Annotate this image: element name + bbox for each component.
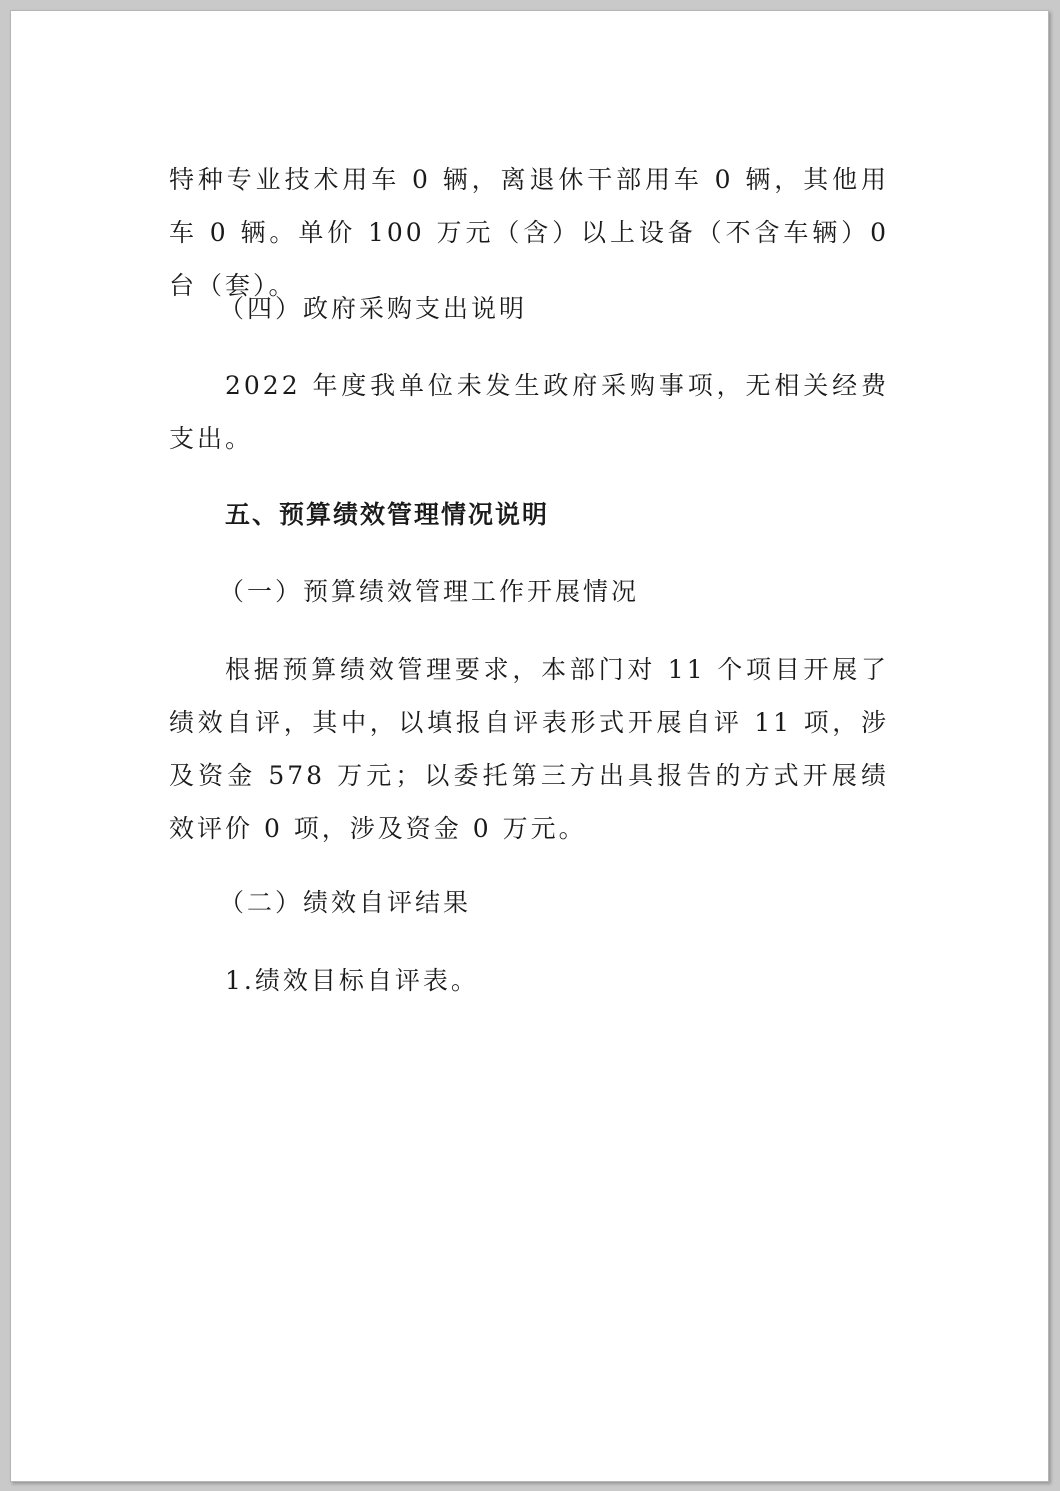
paragraph-vehicles-equipment: 特种专业技术用车 0 辆，离退休干部用车 0 辆，其他用车 0 辆。单价 100 万元（含）以上设备（不含车辆）0 台（套）。 bbox=[169, 165, 900, 300]
paragraph-self-evaluation: 根据预算绩效管理要求，本部门对 11 个项目开展了绩效自评，其中，以填报自评表形式开展自评 11 项，涉及资金 578 万元；以委托第三方出具报告的方式开展绩效评价 0 项，涉及资金 0 万元。 bbox=[169, 655, 889, 843]
document-page bbox=[10, 10, 1049, 1482]
heading-performance-work: （一）预算绩效管理工作开展情况 bbox=[219, 577, 640, 606]
paragraph-target-table: 1.绩效目标自评表。 bbox=[225, 966, 479, 995]
paragraph-procurement: 2022 年度我单位未发生政府采购事项，无相关经费支出。 bbox=[169, 371, 889, 453]
heading-government-procurement: （四）政府采购支出说明 bbox=[219, 294, 528, 323]
heading-budget-performance: 五、预算绩效管理情况说明 bbox=[225, 500, 550, 529]
heading-self-evaluation-results: （二）绩效自评结果 bbox=[219, 888, 472, 917]
